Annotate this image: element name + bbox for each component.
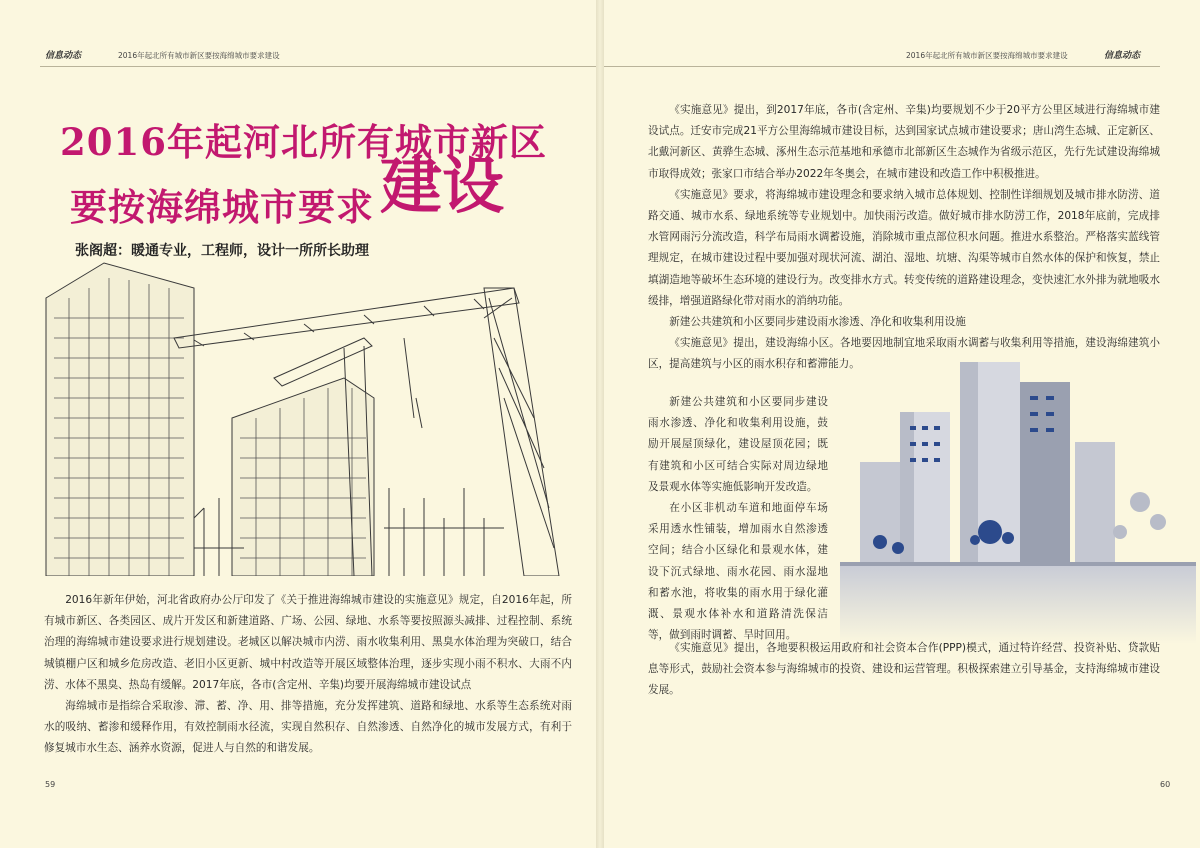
paragraph: 《实施意见》提出，建设海绵小区。各地要因地制宜地采取雨水调蓄与收集利用等措施，建设海绵建筑小区，提高建筑与小区的雨水积存和蓄滞能力。 (648, 337, 1160, 371)
city-skyline-illustration (840, 352, 1196, 644)
paragraph: 2016年新年伊始，河北省政府办公厅印发了《关于推进海绵城市建设的实施意见》规定，自2016年起，所有城市新区、各类园区、成片开发区和新建道路、广场、公园、绿地、水系等要按照源头减排、过程控制、系统治理的海绵城市建设要求进行规划建设。老城区以解决城市内涝、雨水收集利用、黑臭水体治理为突破口，结合城镇棚户区和城乡危房改造、老旧小区更新、城中村改造等开展区域整体治理，逐步实现小雨不积水、大雨不内涝、水体不黑臭、热岛有缓解。2017年底，各市(含定州、辛集)均要开展海绵城市建设试点 (44, 594, 572, 691)
paragraph: 在小区非机动车道和地面停车场采用透水性铺装，增加雨水自然渗透空间；结合小区绿化和景观水体，建设下沉式绿地、雨水花园、雨水湿地和蓄水池，将收集的雨水用于绿化灌溉、景观水体补水和道路清洗保洁等，做到雨时调蓄、旱时回用。 (648, 502, 828, 642)
article-title-line2: 要按海绵城市要求 (70, 185, 374, 229)
right-body-bottom (648, 638, 1160, 702)
paragraph: 《实施意见》提出，到2017年底，各市(含定州、辛集)均要规划不少于20平方公里区域进行海绵城市建设试点。迁安市完成21平方公里海绵城市建设目标，达到国家试点城市建设要求；唐山湾生态城、正定新区、北戴河新区、黄骅生态城、涿州生态示范基地和承德市北部新区生态城作为省级示范区，先行先试建设海绵城市取得成效；张家口市结合举办2022年冬奥会，在城市建设和改造工作中积极推进。 (648, 104, 1160, 180)
author-line: 张阁超：暖通专业，工程师，设计一所所长助理 (75, 243, 369, 259)
article-title-line1: 2016年起河北所有城市新区 (60, 120, 547, 164)
paragraph: 《实施意见》提出，各地要积极运用政府和社会资本合作(PPP)模式，通过特许经营、投资补贴、贷款贴息等形式，鼓励社会资本参与海绵城市的投资、建设和运营管理。积极探索建立引导基金，支持海绵城市建设发展。 (648, 642, 1160, 697)
right-side-column (648, 392, 828, 646)
book-spine (596, 0, 604, 848)
paragraph: 新建公共建筑和小区要同步建设雨水渗透、净化和收集利用设施 (669, 316, 966, 329)
header-brand-right: 信息动态 (1104, 51, 1141, 61)
running-title-left: 2016年起北所有城市新区要按海绵城市要求建设 (118, 51, 280, 60)
right-body-top (648, 100, 1160, 376)
article-title-emphasis: 建设 (380, 149, 505, 222)
paragraph: 新建公共建筑和小区要同步建设雨水渗透、净化和收集利用设施，鼓励开展屋顶绿化，建设屋顶花园；既有建筑和小区可结合实际对周边绿地及景观水体等实施低影响开发改造。 (648, 396, 828, 493)
construction-sketch-illustration (44, 258, 572, 576)
left-page (0, 0, 596, 848)
page-number-left: 59 (45, 780, 56, 789)
right-page (604, 0, 1200, 848)
left-body (44, 590, 572, 760)
paragraph: 《实施意见》要求，将海绵城市建设理念和要求纳入城市总体规划、控制性详细规划及城市排水防涝、道路交通、城市水系、绿地系统等专业规划中。加快雨污改造。做好城市排水防涝工作，2018年底前，完成排水管网雨污分流改造，科学布局雨水调蓄设施，消除城市重点部位积水问题。推进水系整治。严格落实蓝线管理规定，在城市建设过程中要加强对现状河流、湖泊、湿地、坑塘、沟渠等城市自然水体的保护和恢复，禁止填湖造地等破坏生态环境的建设行为。改变排水方式。转变传统的道路建设理念，变快速汇水外排为就地吸水缓排，增强道路绿化带对雨水的消纳功能。 (648, 188, 1160, 307)
page-number-right: 60 (1160, 780, 1171, 789)
header-brand-left: 信息动态 (45, 51, 82, 61)
running-title-right: 2016年起北所有城市新区要按海绵城市要求建设 (906, 51, 1068, 60)
header-rule-left (40, 66, 596, 67)
header-rule-right (604, 66, 1160, 67)
paragraph: 海绵城市是指综合采取渗、滞、蓄、净、用、排等措施，充分发挥建筑、道路和绿地、水系等生态系统对雨水的吸纳、蓄渗和缓释作用，有效控制雨水径流，实现自然积存、自然渗透、自然净化的城市发展方式，有利于修复城市水生态、涵养水资源，促进人与自然的和谐发展。 (44, 700, 572, 755)
